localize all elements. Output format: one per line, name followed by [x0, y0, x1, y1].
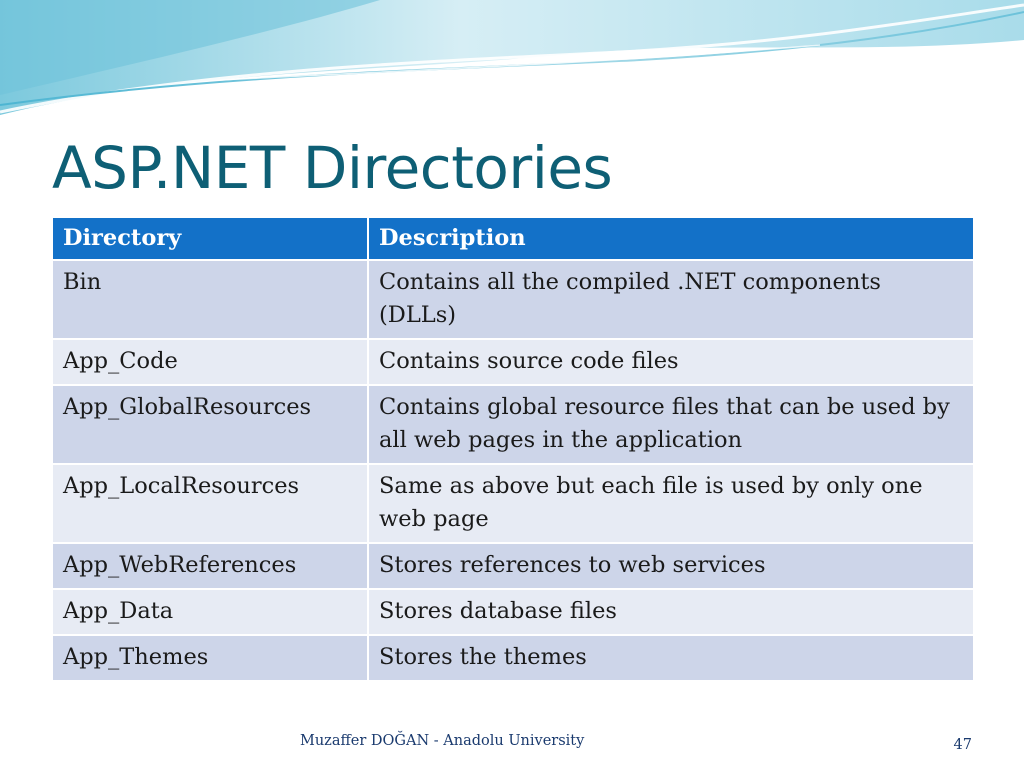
description-cell: Stores references to web services	[368, 543, 974, 589]
table-row	[52, 464, 974, 543]
table-row	[52, 635, 974, 681]
decorative-wave-banner	[0, 0, 1024, 130]
table-header-row	[52, 217, 974, 260]
slide-footer: Muzaffer DOĞAN - Anadolu University	[300, 733, 585, 749]
table-row	[52, 385, 974, 464]
description-cell: Stores database files	[368, 589, 974, 635]
page-number: 47	[953, 737, 972, 753]
column-header-description: Description	[368, 217, 974, 260]
table-row	[52, 339, 974, 385]
description-cell: Contains source code files	[368, 339, 974, 385]
table-row	[52, 589, 974, 635]
table-row	[52, 260, 974, 339]
description-cell: Contains global resource files that can be used by all web pages in the application	[368, 385, 974, 464]
description-cell: Stores the themes	[368, 635, 974, 681]
directory-cell: App_Themes	[52, 635, 368, 681]
directories-table	[51, 216, 975, 682]
directory-cell: App_GlobalResources	[52, 385, 368, 464]
table-row	[52, 543, 974, 589]
directory-cell: Bin	[52, 260, 368, 339]
description-cell: Same as above but each file is used by only one web page	[368, 464, 974, 543]
column-header-directory: Directory	[52, 217, 368, 260]
directory-cell: App_WebReferences	[52, 543, 368, 589]
slide-title: ASP.NET Directories	[52, 134, 613, 202]
directory-cell: App_Code	[52, 339, 368, 385]
directory-cell: App_Data	[52, 589, 368, 635]
description-cell: Contains all the compiled .NET components (DLLs)	[368, 260, 974, 339]
directory-cell: App_LocalResources	[52, 464, 368, 543]
